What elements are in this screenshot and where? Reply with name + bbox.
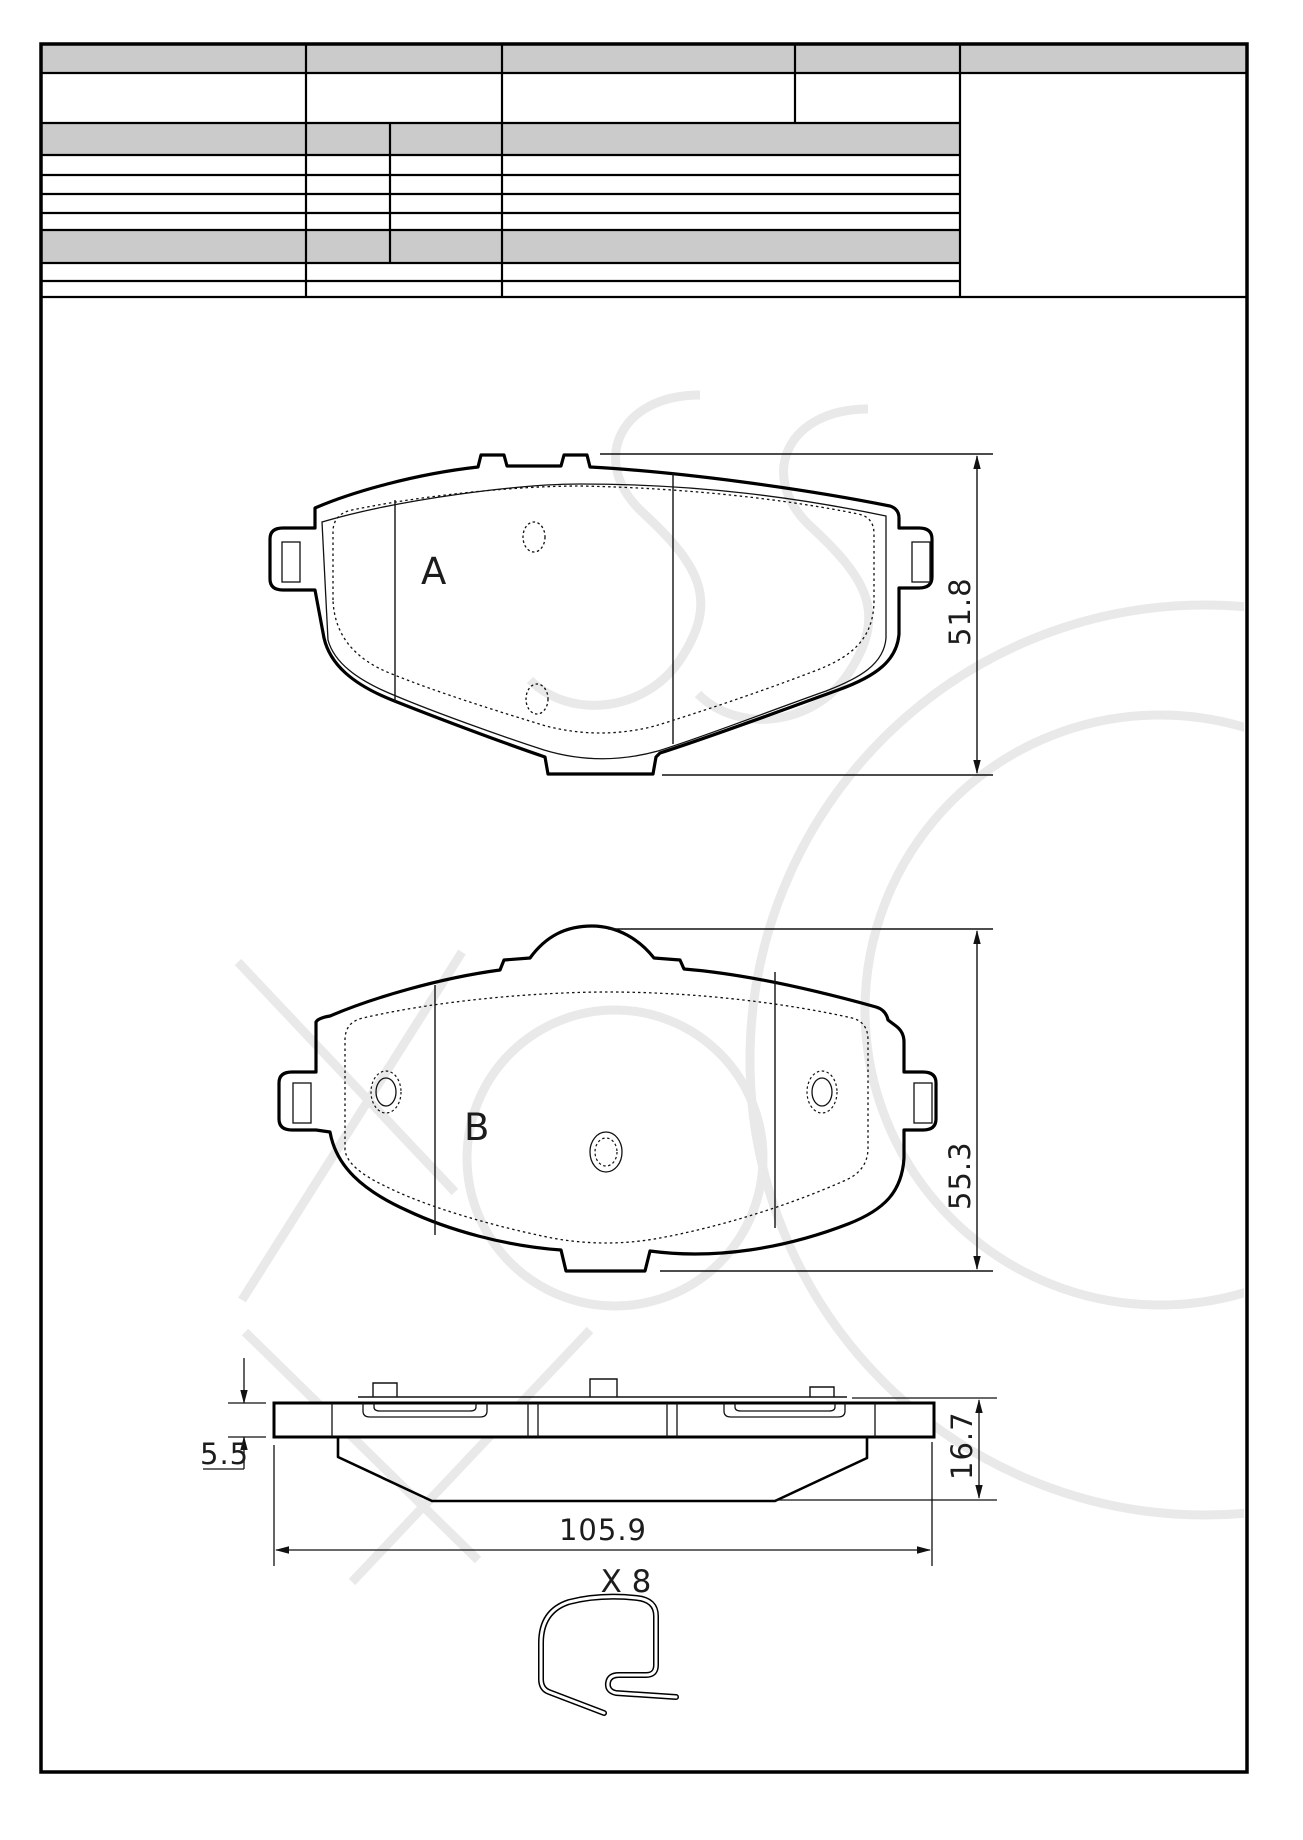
pad-a-label: A bbox=[421, 550, 447, 593]
pad-b-left-lug-notch bbox=[293, 1083, 311, 1123]
total-thickness-value: 16.7 bbox=[945, 1411, 979, 1480]
pad-a-right-lug-notch bbox=[912, 542, 930, 582]
table-header-row-1 bbox=[41, 44, 1247, 73]
pad-a-backplate-inner-line bbox=[322, 484, 886, 759]
length-value: 105.9 bbox=[558, 1513, 648, 1547]
pad-a-view bbox=[270, 455, 932, 774]
shim-tab-left bbox=[373, 1383, 397, 1397]
clip-view bbox=[541, 1564, 676, 1713]
friction-material-profile bbox=[338, 1437, 867, 1501]
shim-tab-middle bbox=[590, 1379, 617, 1397]
profile-view bbox=[274, 1379, 934, 1501]
table-header-row-3 bbox=[41, 123, 960, 155]
pad-a-outline bbox=[270, 455, 932, 774]
pad-b-dim-value: 55.3 bbox=[943, 1141, 977, 1210]
clip-wire-inner bbox=[541, 1597, 676, 1713]
pad-b-right-hole-inner bbox=[812, 1078, 832, 1106]
pad-b-center-hole-inner bbox=[595, 1138, 617, 1166]
shim-tab-right bbox=[810, 1387, 834, 1397]
pad-a-upper-hole bbox=[523, 522, 545, 552]
table-header-row-8 bbox=[41, 230, 960, 263]
pad-b-right-lug-notch bbox=[914, 1083, 932, 1123]
pad-a-friction-dotted-line bbox=[333, 486, 874, 733]
pad-b-view bbox=[279, 926, 936, 1271]
pad-a-dim-value: 51.8 bbox=[943, 577, 977, 646]
title-block-table bbox=[41, 44, 1247, 297]
backplate-thickness-value: 5.5 bbox=[200, 1437, 250, 1471]
clip-quantity-label: X 8 bbox=[600, 1564, 652, 1600]
pad-b-left-hole-inner bbox=[376, 1078, 396, 1106]
backplate-thickness-dimension bbox=[200, 1358, 266, 1471]
pad-b-label: B bbox=[464, 1106, 490, 1149]
pad-b-friction-dotted-line bbox=[345, 992, 868, 1243]
pad-a-left-lug-notch bbox=[282, 542, 300, 582]
